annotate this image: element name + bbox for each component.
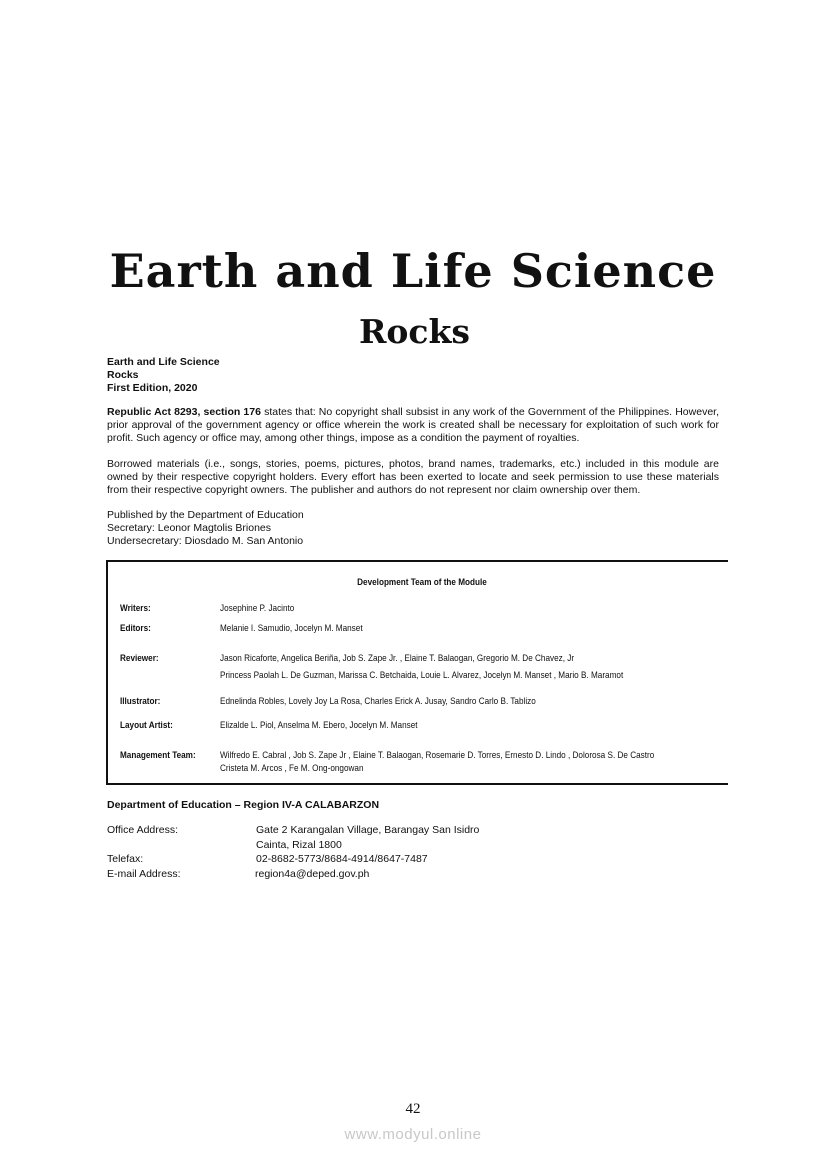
publisher-line: Published by the Department of Education	[107, 509, 304, 521]
secretary-line: Secretary: Leonor Magtolis Briones	[107, 522, 271, 534]
undersecretary-line: Undersecretary: Diosdado M. San Antonio	[107, 535, 304, 547]
office-address-line2: Cainta, Rizal 1800	[256, 839, 342, 851]
telefax-label: Telefax:	[107, 853, 144, 865]
region-heading: Department of Education – Region IV-A CALABARZON	[107, 799, 380, 811]
development-team-box	[106, 560, 728, 785]
writers-value: Josephine P. Jacinto	[220, 603, 295, 614]
module-subtitle: Rocks	[359, 312, 470, 351]
page-number: 42	[405, 1101, 421, 1117]
reviewer-value: Princess Paolah L. De Guzman, Marissa C. Betchaida, Louie L. Alvarez, Jocelyn M. Manset , Mario B. Maramot	[220, 670, 624, 681]
office-address-line1: Gate 2 Karangalan Village, Barangay San Isidro	[256, 824, 480, 836]
office-address-label: Office Address:	[107, 824, 179, 836]
borrowed-materials-notice: Borrowed materials (i.e., songs, stories, poems, pictures, photos, brand names, trademarks, etc.) included in this module are owned by their respective copyright holders. Every effort has been exerted to locate and seek permission to use these materials from their respective copyright owners. The publisher and authors do not represent nor claim ownership over them.	[107, 458, 719, 496]
layout-artist-label: Layout Artist:	[120, 720, 173, 731]
module-title: Earth and Life Science	[109, 244, 717, 298]
watermark: www.modyul.online	[344, 1126, 482, 1143]
imprint-line: Earth and Life Science	[107, 356, 220, 368]
copyright-notice	[107, 406, 719, 445]
imprint-line: Rocks	[107, 369, 139, 381]
email-label: E-mail Address:	[107, 868, 181, 880]
management-value: Wilfredo E. Cabral , Job S. Zape Jr , Elaine T. Balaogan, Rosemarie D. Torres, Ernesto D. Lindo , Dolorosa S. De Castro	[220, 750, 655, 761]
illustrator-value: Ednelinda Robles, Lovely Joy La Rosa, Charles Erick A. Jusay, Sandro Carlo B. Tablizo	[220, 696, 536, 707]
reviewer-value: Jason Ricaforte, Angelica Beriña, Job S. Zape Jr. , Elaine T. Balaogan, Gregorio M. De Chavez, Jr	[220, 653, 575, 664]
imprint-block	[107, 356, 719, 395]
editors-label: Editors:	[120, 623, 151, 634]
illustrator-label: Illustrator:	[120, 696, 161, 707]
telefax-value: 02-8682-5773/8684-4914/8647-7487	[256, 853, 428, 865]
copyright-lead: Republic Act 8293, section 176	[107, 406, 261, 418]
publisher-block	[107, 509, 719, 548]
team-heading: Development Team of the Module	[357, 577, 487, 588]
layout-artist-value: Elizalde L. Piol, Anselma M. Ebero, Jocelyn M. Manset	[220, 720, 418, 731]
copyright-text: states that: No copyright shall subsist in any work of the Government of the Philippines. However, prior approval of the government agency or office wherein the work is created shall be necessary for exploitation of such work for profit. Such agency or office may, among other things, impose as a condition the payment of royalties.	[107, 406, 719, 444]
editors-value: Melanie I. Samudio, Jocelyn M. Manset	[220, 623, 363, 634]
reviewer-label: Reviewer:	[120, 653, 159, 664]
email-value: region4a@deped.gov.ph	[255, 868, 370, 880]
management-value: Cristeta M. Arcos , Fe M. Ong-ongowan	[220, 763, 364, 774]
writers-label: Writers:	[120, 603, 151, 614]
management-label: Management Team:	[120, 750, 196, 761]
imprint-line: First Edition, 2020	[107, 382, 198, 394]
